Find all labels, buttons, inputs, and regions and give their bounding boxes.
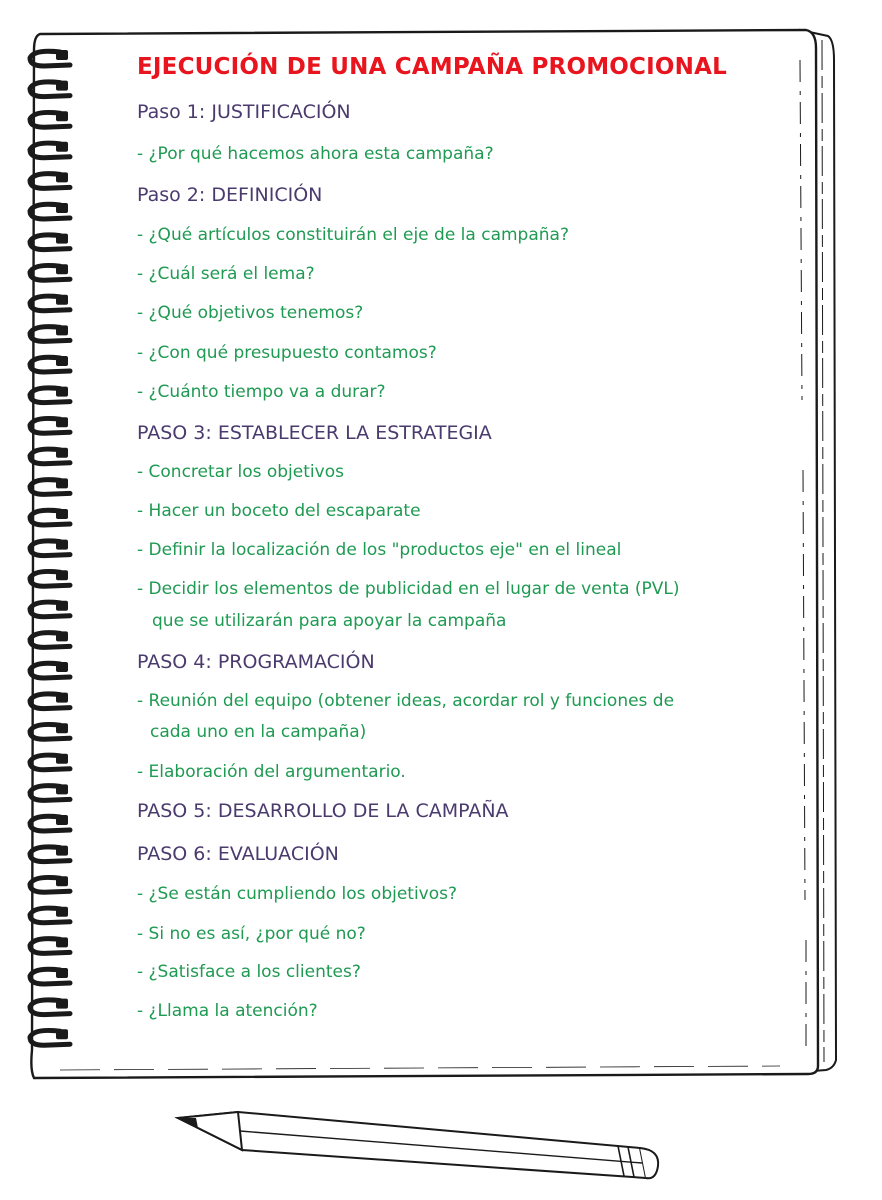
step-item: - ¿Llama la atención? bbox=[137, 1001, 318, 1021]
step-heading: PASO 6: EVALUACIÓN bbox=[137, 843, 339, 865]
step-item: - ¿Qué objetivos tenemos? bbox=[137, 303, 364, 323]
step-item: - Definir la localización de los "productos eje" en el lineal bbox=[137, 540, 622, 560]
step-item: - Reunión del equipo (obtener ideas, acordar rol y funciones de bbox=[137, 691, 675, 711]
page-title: EJECUCIÓN DE UNA CAMPAÑA PROMOCIONAL bbox=[137, 54, 727, 80]
step-item: - ¿Qué artículos constituirán el eje de la campaña? bbox=[137, 225, 569, 245]
step-item: - ¿Cuál será el lema? bbox=[137, 264, 315, 284]
step-item: - Decidir los elementos de publicidad en el lugar de venta (PVL) bbox=[137, 579, 680, 599]
step-heading: PASO 4: PROGRAMACIÓN bbox=[137, 651, 375, 673]
step-item: - ¿Con qué presupuesto contamos? bbox=[137, 343, 437, 363]
step-item: - ¿Se están cumpliendo los objetivos? bbox=[137, 884, 458, 904]
step-item: - ¿Cuánto tiempo va a durar? bbox=[137, 382, 386, 402]
step-heading: Paso 1: JUSTIFICACIÓN bbox=[137, 101, 351, 123]
step-item: - Concretar los objetivos bbox=[137, 462, 344, 482]
step-item: que se utilizarán para apoyar la campaña bbox=[152, 611, 507, 631]
step-heading: PASO 5: DESARROLLO DE LA CAMPAÑA bbox=[137, 800, 509, 822]
step-heading: Paso 2: DEFINICIÓN bbox=[137, 184, 323, 206]
step-item: - ¿Por qué hacemos ahora esta campaña? bbox=[137, 144, 494, 164]
step-item: - Hacer un boceto del escaparate bbox=[137, 501, 421, 521]
step-item: - Elaboración del argumentario. bbox=[137, 762, 406, 782]
step-item: - ¿Satisface a los clientes? bbox=[137, 962, 361, 982]
step-item: - Si no es así, ¿por qué no? bbox=[137, 924, 366, 944]
step-item: cada uno en la campaña) bbox=[150, 722, 367, 742]
step-heading: PASO 3: ESTABLECER LA ESTRATEGIA bbox=[137, 422, 492, 444]
